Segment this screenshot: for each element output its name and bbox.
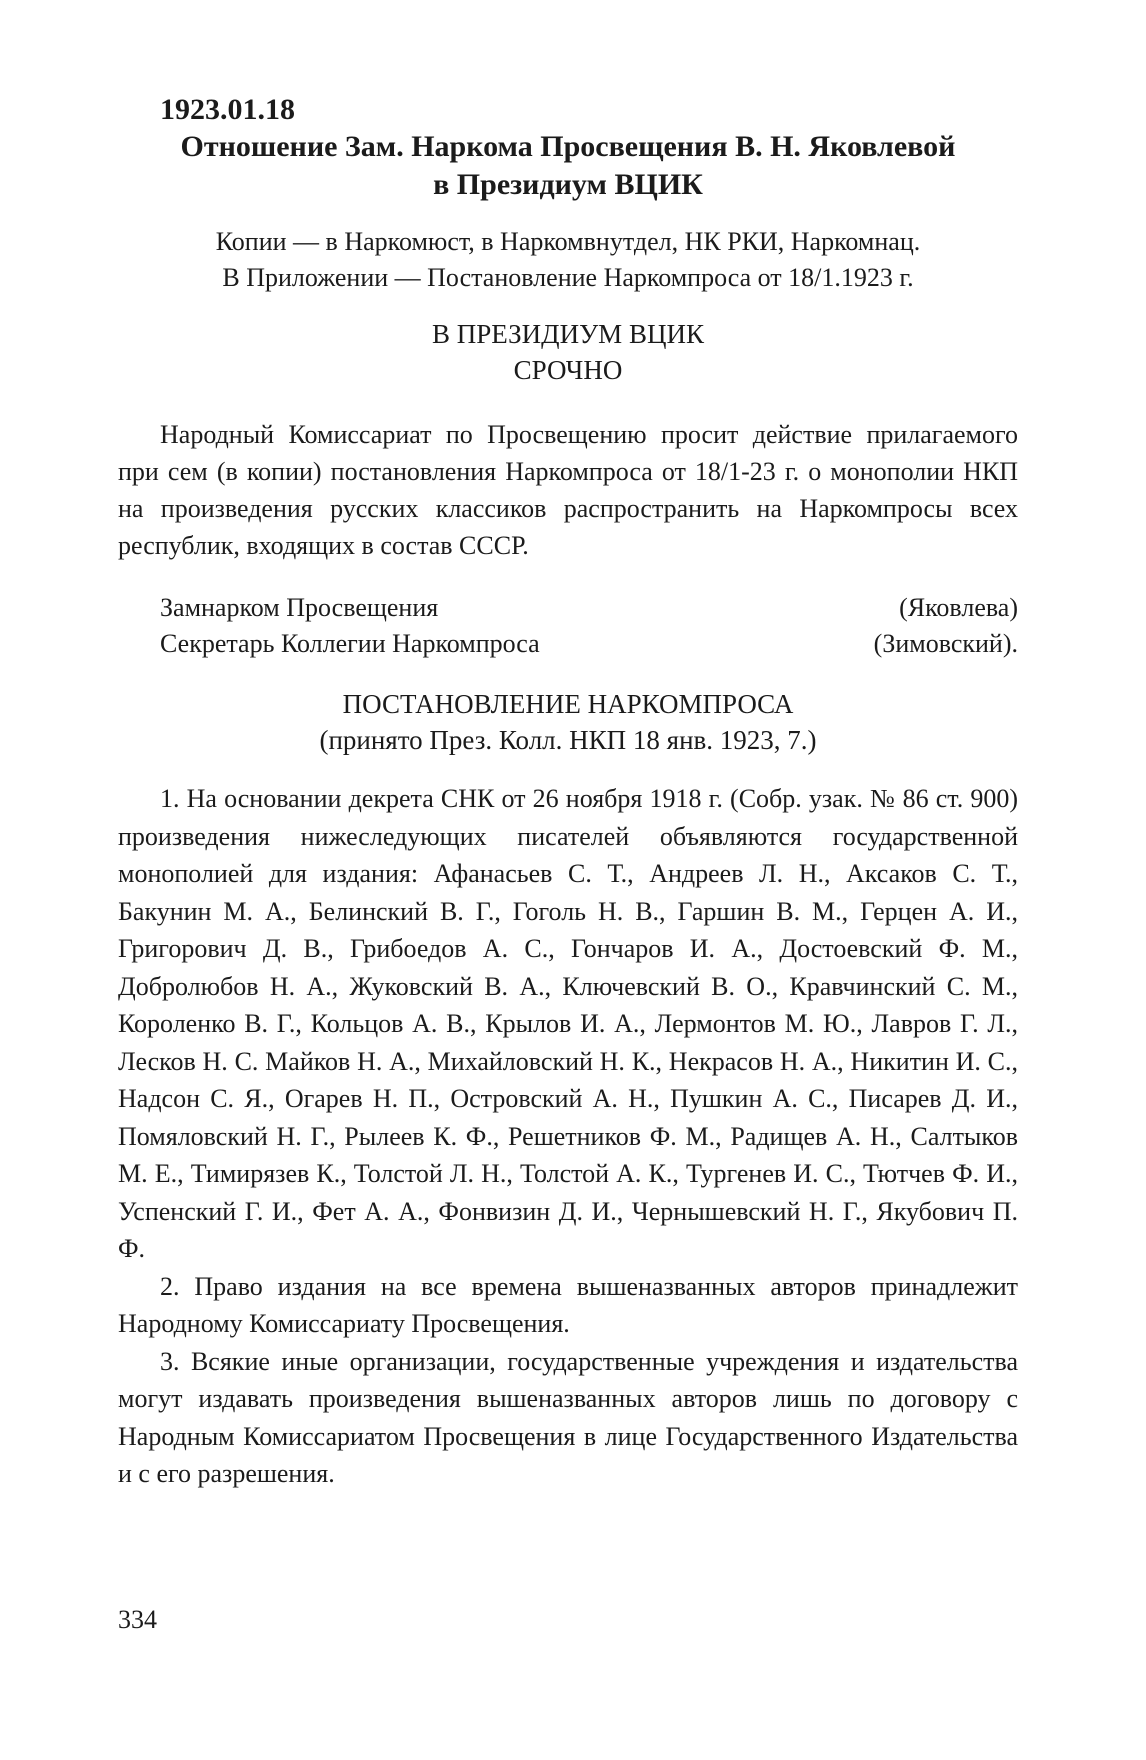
signatory-role: Секретарь Коллегии Наркомпроса (160, 629, 540, 658)
document-title (118, 128, 1018, 204)
letter-body: Народный Комиссариат по Просвещению просит действие прилагаемого при сем (в копии) постановления Наркомпроса от 18/1-23 г. о монополии НКП на произведения русских классиков распространить на Наркомпросы всех республик, входящих в состав СССР. (118, 420, 1018, 560)
resolution-articles (118, 780, 1018, 1493)
signatory-name: (Яковлева) (899, 593, 1018, 622)
resolution-subtitle: (принято През. Колл. НКП 18 янв. 1923, 7.) (319, 725, 817, 755)
page-number: 334 (118, 1605, 157, 1634)
addressee-block (118, 316, 1018, 388)
resolution-article: 2. Право издания на все времена вышеназванных авторов принадлежит Народному Комиссариату Просвещения. (118, 1271, 1018, 1338)
copies-note (118, 224, 1018, 296)
copies-line: Копии — в Наркомюст, в Наркомвнутдел, НК РКИ, Наркомнац. (215, 227, 921, 256)
signature-row (118, 590, 1018, 626)
urgency-mark: СРОЧНО (513, 355, 623, 385)
signature-row (118, 626, 1018, 662)
addressee: В ПРЕЗИДИУМ ВЦИК (432, 319, 704, 349)
resolution-title: ПОСТАНОВЛЕНИЕ НАРКОМПРОСА (342, 689, 794, 719)
resolution-article: 1. На основании декрета СНК от 26 ноября 1918 г. (Собр. узак. № 86 ст. 900) произведения нижеследующих писателей объявляются государственной монополией для издания: Афанасьев С. Т., Андреев Л. Н., Аксаков С. Т., Бакунин М. А., Белинский В. Г., Гоголь Н. В., Гаршин В. М., Герцен А. И., Григорович Д. В., Грибоедов А. С., Гончаров И. А., Достоевский Ф. М., Добролюбов Н. А., Жуковский В. А., Ключевский В. О., Кравчинский С. М., Короленко В. Г., Кольцов А. В., Крылов И. А., Лермонтов М. Ю., Лавров Г. Л., Лесков Н. С. Майков Н. А., Михайловский Н. К., Некрасов Н. А., Никитин И. С., Надсон С. Я., Огарев Н. П., Островский А. Н., Пушкин А. С., Писарев Д. И., Помяловский Н. Г., Рылеев К. Ф., Решетников Ф. М., Радищев А. Н., Салтыков М. Е., Тимирязев К., Толстой Л. Н., Толстой А. К., Тургенев И. С., Тютчев Ф. И., Успенский Г. И., Фет А. А., Фонвизин Д. И., Чернышевский Н. Г., Якубович П. Ф. (118, 784, 1018, 1263)
document-title-line: в Президиум ВЦИК (433, 168, 703, 201)
resolution-article: 3. Всякие иные организации, государственные учреждения и издательства могут издавать произведения вышеназванных авторов лишь по договору с Народным Комиссариатом Просвещения в лице Государственного Издательства и с его разрешения. (118, 1346, 1018, 1488)
resolution-heading (118, 686, 1018, 758)
document-date: 1923.01.18 (160, 93, 295, 126)
signatory-name: (Зимовский). (873, 629, 1018, 658)
signature-block (118, 590, 1018, 662)
signatory-role: Замнарком Просвещения (160, 593, 439, 622)
document-title-line: Отношение Зам. Наркома Просвещения В. Н. Яковлевой (180, 130, 956, 163)
attachment-line: В Приложении — Постановление Наркомпроса от 18/1.1923 г. (222, 263, 914, 292)
